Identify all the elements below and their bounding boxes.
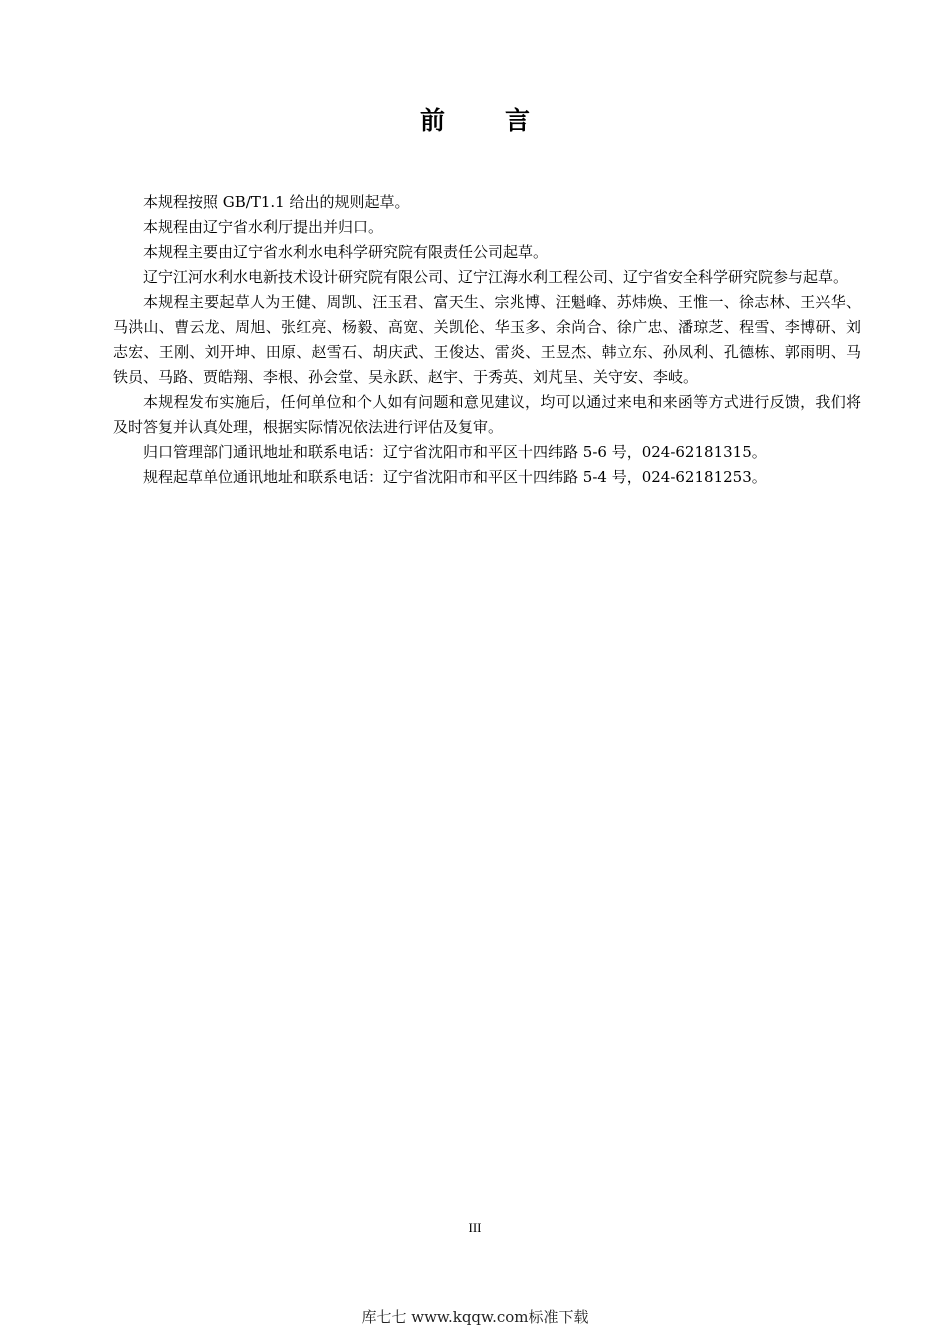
paragraph-drafters-list: 本规程主要起草人为王健、周凯、汪玉君、富天生、宗兆博、汪魁峰、苏炜焕、王惟一、徐志林、王兴华、马洪山、曹云龙、周旭、张红亮、杨毅、高宽、关凯伦、华玉多、余尚合、徐广忠、潘琼芝、程雪、李博研、刘志宏、王刚、刘开坤、田原、赵雪石、胡庆武、王俊达、雷炎、王昱杰、韩立东、孙凤利、孔德栋、郭雨明、马铁员、马路、贾皓翔、李根、孙会堂、吴永跃、赵宇、于秀英、刘芃呈、关守安、李岐。 (113, 293, 861, 386)
paragraph-drafting-rules: 本规程按照 GB/T1.1 给出的规则起草。 (143, 193, 410, 211)
page-title: 前言 (419, 106, 590, 135)
foreword-body (113, 190, 861, 490)
paragraph-main-drafter: 本规程主要由辽宁省水利水电科学研究院有限责任公司起草。 (143, 243, 549, 261)
paragraph-admin-contact: 归口管理部门通讯地址和联系电话：辽宁省沈阳市和平区十四纬路 5-6 号，024-62181315。 (143, 443, 767, 461)
page-number: III (468, 1220, 482, 1235)
paragraph-participating-units: 辽宁江河水利水电新技术设计研究院有限公司、辽宁江海水利工程公司、辽宁省安全科学研究院参与起草。 (143, 268, 849, 286)
paragraph-proposer: 本规程由辽宁省水利厅提出并归口。 (143, 218, 384, 236)
paragraph-feedback: 本规程发布实施后，任何单位和个人如有问题和意见建议，均可以通过来电和来函等方式进行反馈，我们将及时答复并认真处理，根据实际情况依法进行评估及复审。 (113, 393, 861, 436)
paragraph-drafting-unit-contact: 规程起草单位通讯地址和联系电话：辽宁省沈阳市和平区十四纬路 5-4 号，024-62181253。 (143, 468, 767, 486)
footer-watermark: 库七七 www.kqqw.com标准下载 (361, 1308, 589, 1326)
